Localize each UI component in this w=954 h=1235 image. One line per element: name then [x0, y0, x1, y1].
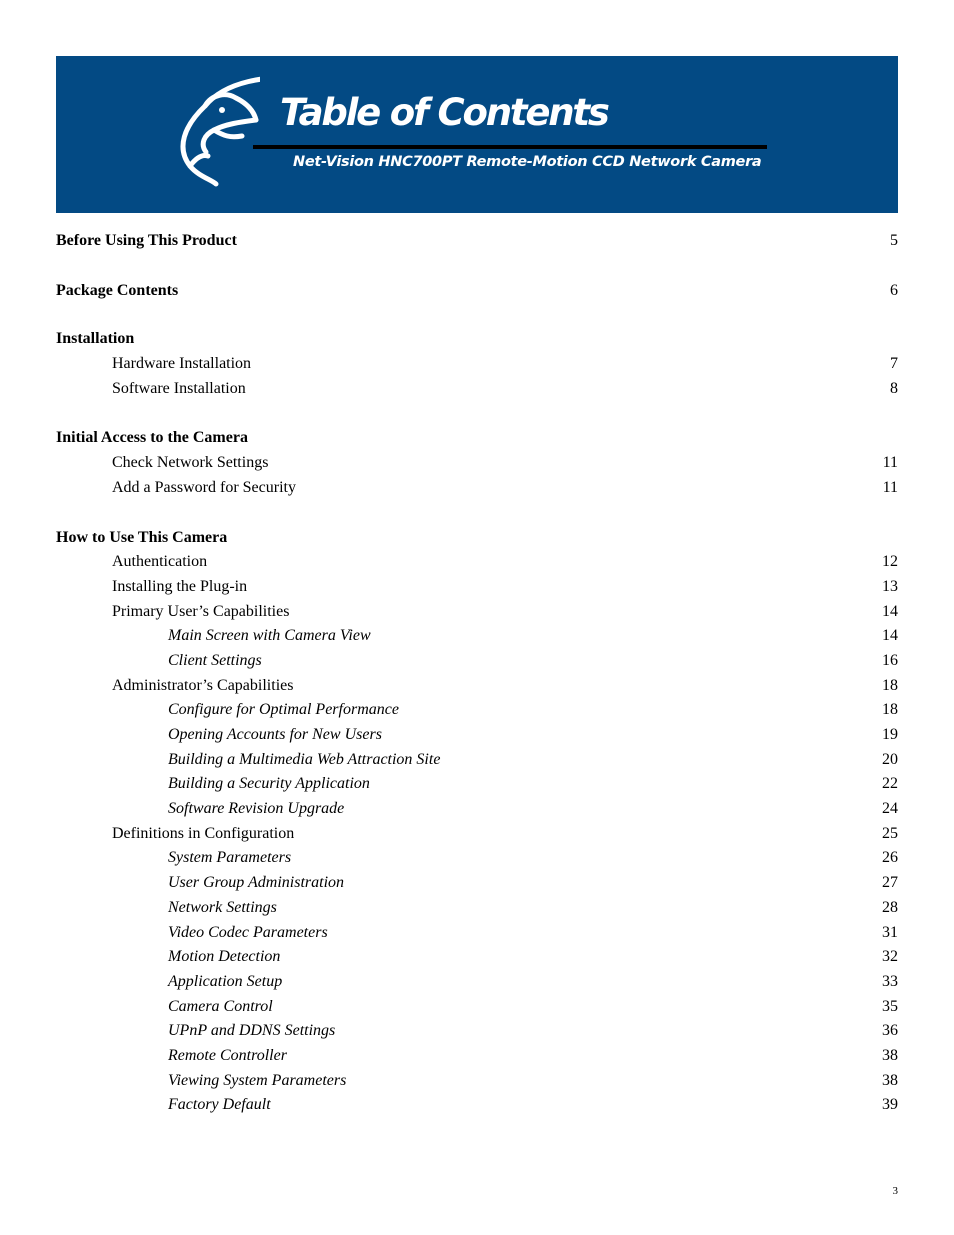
toc-entry[interactable] — [56, 822, 898, 847]
toc-entry-title: Main Screen with Camera View — [168, 627, 371, 645]
toc-entry[interactable] — [56, 846, 898, 871]
toc-entry[interactable] — [56, 279, 898, 304]
toc-entry-title: How to Use This Camera — [56, 528, 228, 546]
toc-entry-title: Network Settings — [168, 898, 277, 916]
toc-entry-title: Primary User’s Capabilities — [112, 602, 290, 620]
toc-entry-title: Software Revision Upgrade — [168, 800, 345, 818]
table-of-contents — [56, 229, 898, 1118]
toc-entry-page: 11 — [882, 478, 898, 496]
toc-entry-page: 20 — [882, 750, 898, 768]
toc-entry-page: 12 — [882, 553, 898, 571]
toc-entry[interactable] — [56, 600, 898, 625]
toc-entry-title: Installing the Plug-in — [112, 577, 248, 595]
toc-entry-title: UPnP and DDNS Settings — [168, 1022, 336, 1040]
banner-divider — [253, 145, 767, 149]
toc-entry[interactable] — [56, 945, 898, 970]
toc-entry-page: 14 — [882, 627, 898, 645]
toc-entry[interactable] — [56, 772, 898, 797]
toc-entry[interactable] — [56, 921, 898, 946]
toc-entry[interactable] — [56, 723, 898, 748]
toc-entry-page: 31 — [882, 923, 898, 941]
toc-entry-page: 25 — [882, 824, 898, 842]
toc-entry[interactable] — [56, 229, 898, 254]
toc-entry-title: Configure for Optimal Performance — [168, 701, 399, 719]
toc-entry-page: 27 — [882, 874, 898, 892]
toc-entry-page: 8 — [890, 379, 898, 397]
toc-entry-title: Package Contents — [56, 281, 179, 299]
toc-entry[interactable] — [56, 748, 898, 773]
toc-entry[interactable] — [56, 1019, 898, 1044]
banner-title: Table of Contents — [280, 91, 608, 134]
toc-entry-page: 18 — [882, 701, 898, 719]
toc-entry[interactable] — [56, 451, 898, 476]
toc-entry-title: Client Settings — [168, 651, 262, 669]
toc-entry[interactable] — [56, 1093, 898, 1118]
toc-entry-title: Definitions in Configuration — [112, 824, 295, 842]
toc-entry-title: Administrator’s Capabilities — [112, 676, 294, 694]
toc-entry-title: Opening Accounts for New Users — [168, 726, 382, 743]
toc-entry-page: 22 — [882, 775, 898, 793]
toc-entry[interactable] — [56, 970, 898, 995]
toc-entry[interactable] — [56, 476, 898, 501]
toc-entry-title: System Parameters — [168, 849, 292, 867]
toc-entry-title: Initial Access to the Camera — [56, 429, 248, 447]
toc-entry[interactable] — [56, 624, 898, 649]
toc-entry-title: Camera Control — [168, 997, 273, 1015]
toc-entry-title: Building a Security Application — [168, 775, 370, 793]
toc-entry-page: 7 — [890, 355, 898, 373]
toc-entry-title: User Group Administration — [168, 874, 345, 892]
toc-entry[interactable] — [56, 550, 898, 575]
toc-entry-page: 14 — [882, 602, 898, 620]
toc-section-heading — [56, 426, 898, 451]
toc-entry[interactable] — [56, 698, 898, 723]
toc-entry-title: Application Setup — [168, 972, 283, 990]
toc-entry[interactable] — [56, 575, 898, 600]
eagle-head-logo-icon — [170, 74, 260, 189]
toc-entry-page: 36 — [882, 1022, 898, 1040]
toc-entry[interactable] — [56, 995, 898, 1020]
toc-entry-title: Factory Default — [168, 1096, 271, 1114]
toc-entry-page: 35 — [882, 997, 898, 1015]
toc-entry[interactable] — [56, 649, 898, 674]
toc-entry-title: Check Network Settings — [112, 454, 269, 472]
toc-entry[interactable] — [56, 1044, 898, 1069]
page-number: 3 — [892, 1185, 898, 1197]
toc-entry[interactable] — [56, 352, 898, 377]
toc-entry-title: Building a Multimedia Web Attraction Site — [168, 750, 441, 768]
toc-entry-title: Add a Password for Security — [112, 478, 296, 496]
toc-entry-title: Motion Detection — [168, 948, 281, 966]
toc-entry-page: 16 — [882, 651, 898, 669]
toc-entry-title: Remote Controller — [168, 1046, 287, 1064]
header-banner — [56, 56, 898, 213]
toc-entry-page: 32 — [882, 948, 898, 966]
toc-entry-page: 18 — [882, 676, 898, 694]
toc-entry-title: Before Using This Product — [56, 232, 237, 249]
toc-entry-page: 38 — [882, 1046, 898, 1064]
toc-entry-page: 38 — [882, 1071, 898, 1089]
toc-entry-page: 28 — [882, 898, 898, 916]
toc-entry-page: 5 — [890, 232, 898, 249]
toc-entry-page: 6 — [890, 281, 898, 299]
toc-entry-title: Installation — [56, 330, 135, 348]
toc-entry-page: 19 — [882, 726, 898, 743]
toc-entry-page: 39 — [882, 1096, 898, 1114]
toc-entry-page: 33 — [882, 972, 898, 990]
toc-entry[interactable] — [56, 797, 898, 822]
toc-section-heading — [56, 526, 898, 551]
toc-entry-page: 11 — [882, 454, 898, 472]
banner-subtitle: Net-Vision HNC700PT Remote-Motion CCD Network Camera — [293, 154, 762, 170]
toc-entry-title: Authentication — [112, 553, 208, 571]
toc-entry[interactable] — [56, 871, 898, 896]
toc-entry-title: Viewing System Parameters — [168, 1071, 347, 1089]
toc-entry[interactable] — [56, 674, 898, 699]
toc-entry-title: Hardware Installation — [112, 355, 252, 373]
toc-entry-page: 24 — [882, 800, 898, 818]
toc-section-heading — [56, 327, 898, 352]
toc-entry-page: 13 — [882, 577, 898, 595]
toc-entry[interactable] — [56, 377, 898, 402]
toc-entry[interactable] — [56, 896, 898, 921]
toc-entry-title: Software Installation — [112, 379, 246, 397]
toc-entry-title: Video Codec Parameters — [168, 923, 328, 941]
toc-entry[interactable] — [56, 1069, 898, 1094]
toc-entry-page: 26 — [882, 849, 898, 867]
